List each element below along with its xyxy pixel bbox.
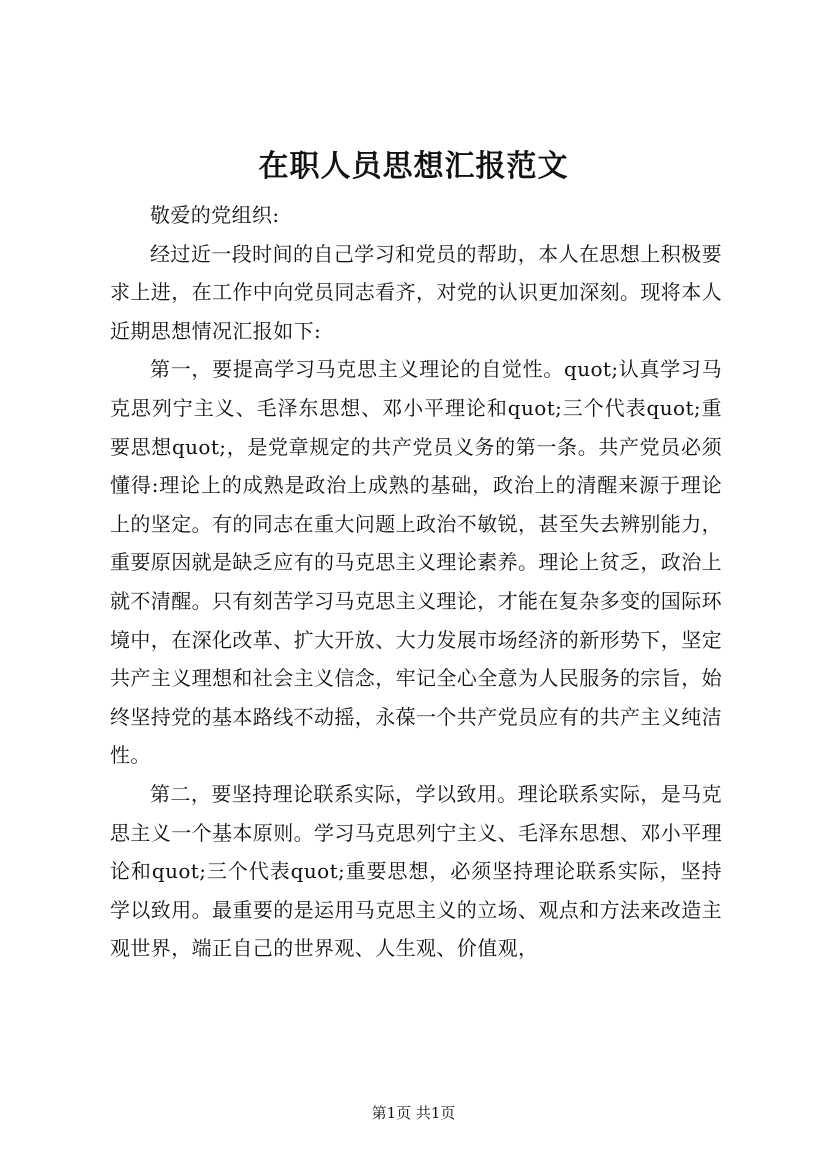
page-footer: 第1页 共1页 xyxy=(371,1104,456,1122)
salutation: 敬爱的党组织: xyxy=(150,203,280,227)
paragraph-second-point: 第二，要坚持理论联系实际，学以致用。理论联系实际，是马克思主义一个基本原则。学习马克思列宁主义、毛泽东思想、邓小平理论和quot;三个代表quot;重要思想，必须坚持理论联系实际，坚持学以致用。最重要的是运用马克思主义的立场、观点和方法来改造主观世界，端正自己的世界观、人生观、价值观， xyxy=(110,781,722,961)
paragraph-intro: 经过近一段时间的自己学习和党员的帮助，本人在思想上积极要求上进，在工作中向党员同志看齐，对党的认识更加深刻。现将本人近期思想情况汇报如下: xyxy=(110,241,722,343)
document-title: 在职人员思想汇报范文 xyxy=(258,149,569,184)
document-body xyxy=(110,196,722,968)
paragraph-first-point: 第一，要提高学习马克思主义理论的自觉性。quot;认真学习马克思列宁主义、毛泽东思想、邓小平理论和quot;三个代表quot;重要思想quot;，是党章规定的共产党员义务的第一条。共产党员必须懂得:理论上的成熟是政治上成熟的基础，政治上的清醒来源于理论上的坚定。有的同志在重大问题上政治不敏锐，甚至失去辨别能力，重要原因就是缺乏应有的马克思主义理论素养。理论上贫乏，政治上就不清醒。只有刻苦学习马克思主义理论，才能在复杂多变的国际环境中，在深化改革、扩大开放、大力发展市场经济的新形势下，坚定共产主义理想和社会主义信念，牢记全心全意为人民服务的宗旨，始终坚持党的基本路线不动摇，永葆一个共产党员应有的共产主义纯洁性。 xyxy=(110,357,722,768)
